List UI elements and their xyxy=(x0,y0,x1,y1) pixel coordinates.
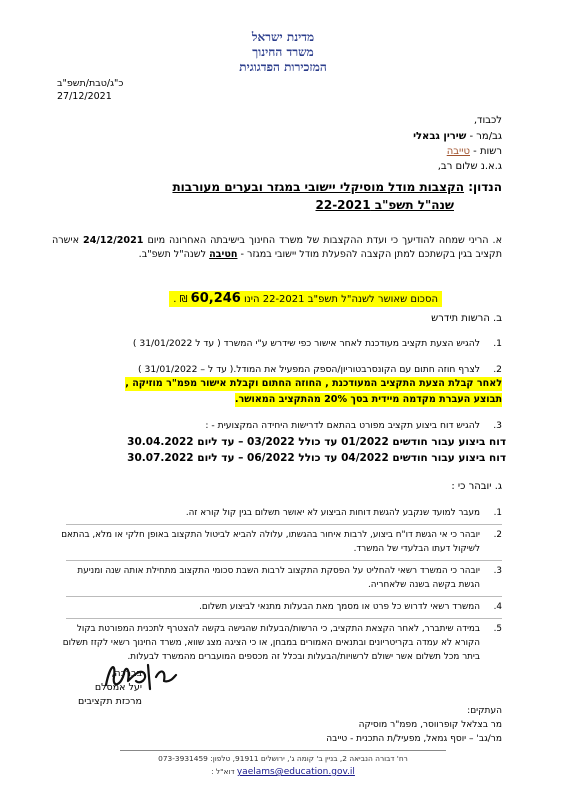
divider xyxy=(66,560,502,561)
header-ministry: משרד החינוך xyxy=(252,45,314,59)
subject-label: הנדון: xyxy=(468,180,502,194)
divider xyxy=(66,524,502,525)
signature-closing: בברכה, xyxy=(111,668,142,679)
approved-sum-text: הסכום שאושר לשנה"ל תשפ"ב 22-2021 הינו xyxy=(244,294,438,305)
section-a-letter: א. xyxy=(492,235,502,246)
recipient-authority-line xyxy=(447,146,502,157)
recipient-greeting: לכבוד, xyxy=(473,115,502,126)
header-state: מדינת ישראל xyxy=(251,30,315,44)
hebrew-date: כ"ג/טבת/תשפ"ב xyxy=(57,78,124,89)
cc-line: מר בצלאל קופרווסר, מפמ"ר מוסיקה xyxy=(358,720,502,730)
advance-condition-highlight: לאחר קבלת הצעת התקציב המעודכנת , החוזה החתום וקבלת אישור מפמ"ר מוזיקה , xyxy=(125,378,502,389)
requirement-item: 3. להגיש דוח ביצוע תקציב מפורט בהתאם לדרישות היחידה המקצועית - : xyxy=(205,420,502,431)
approved-sum xyxy=(169,291,442,307)
requirement-item: 2. לצרף חוזה חתום עם הקונסרבטוריון/הספק המפעיל את המודל.( עד ל – 31/01/2022 ) xyxy=(138,364,502,375)
committee-date: 24/12/2021 xyxy=(83,235,144,246)
clarification-item: 3. יובהר כי המשרד רשאי להחליט על הפסקת התקצוב לרבות השבת סכומי התקצוב מתחילת אותה שנה ומניעת הגשת בקשה בשנה שלאחריה. xyxy=(77,566,502,590)
footer-email[interactable]: yaelams@education.gov.il xyxy=(236,767,355,777)
approved-sum-currency: ₪ . xyxy=(173,294,188,305)
section-b-title: ב. הרשות תידרש xyxy=(431,313,502,324)
footer-divider xyxy=(120,750,446,751)
section-a-paragraph: א. הריני שמחה להודיעך כי ועדת ההקצבות של משרד החינוך בישיבתה האחרונה מיום 24/12/2021 אישרה תקציב בגין בקשתכם למתן הקצבה להפעלת מודל יישובי במגזר - חטיבה לשנה"ל תשפ"ב. xyxy=(52,235,502,260)
authority-label: רשות - xyxy=(473,146,502,157)
clarification-item: 4. המשרד רשאי לדרוש כל פרט או מסמך מאת הבעלות מתנאי לביצוע תשלום. xyxy=(199,602,502,612)
subject-year: שנה"ל תשפ"ב 22-2021 xyxy=(315,198,454,212)
salutation: ג.א.נ שלום רב, xyxy=(437,161,502,172)
report-deadline: דוח ביצוע עבור חודשים 01/2022 עד כולל 03/2022 – עד ליום 30.04.2022 xyxy=(127,436,506,448)
divider xyxy=(66,618,502,619)
report-deadline: דוח ביצוע עבור חודשים 04/2022 עד כולל 06/2022 – עד ליום 30.07.2022 xyxy=(127,452,506,464)
document-date: 27/12/2021 xyxy=(57,91,112,102)
recipient-name: שירין גבאלי xyxy=(413,131,467,142)
footer-email-label: דוא"ל : xyxy=(211,767,235,776)
header-department: המזכירות הפדגוגית xyxy=(239,60,327,74)
approved-sum-amount: 60,246 xyxy=(190,291,241,306)
clarification-item: 1. מעבר למועד שנקבע להגשת דוחות הביצוע לא יאושר תשלום בגין קול קורא זה. xyxy=(185,508,502,518)
clarification-item: 5. במידה שיתברר, לאחר הקצאת התקציב, כי הרשות/הבעלות שהגישה בקשה להצטרף לתכנית המפורטת בקול הקורא לא עמדה בקריטריונים ובתנאים האמורים במבחן, או כי הציגה מצג שווא, משרד החינוך רשאי לקזז תשלום ביתר מכל תשלום אשר ישולם לרשויות/הבעלות ובכלל זה מכספים המועברים מהמשרד לבעלות. xyxy=(62,624,502,662)
signatory-role: מרכזת תקציבים xyxy=(77,696,142,707)
cc-line: מר/גב' – יוסף גמאל, מפעיל/ת התכנית - טייבה xyxy=(326,734,502,744)
footer-email-line xyxy=(0,767,566,777)
subject-line xyxy=(172,180,502,194)
recipient-prefix: גב/מר - xyxy=(469,131,502,142)
section-a-authority: חטיבה xyxy=(209,249,238,260)
requirement-item: 1. להגיש הצעת תקציב מעודכנת לאחר אישור כפי שידרש ע"י המשרד ( עד ל 31/01/2022 ) xyxy=(132,338,502,349)
recipient-name-line xyxy=(413,131,502,142)
cc-title: העתקים: xyxy=(467,706,502,716)
authority-name: טייבה xyxy=(446,146,470,157)
section-c-title: ג. יובהר כי : xyxy=(451,481,502,492)
signatory-name: יעל אמסלם xyxy=(94,682,142,693)
subject-title: הקצבות מודל מוסיקלי יישובי במגזר ובערים מעורבות xyxy=(172,180,465,194)
divider xyxy=(66,596,502,597)
advance-payment-highlight: תבוצע העברת מקדמה מיידית בסך 20% מהתקציב המאושר. xyxy=(234,394,502,405)
clarification-item: 2. יובהר כי אי הגשת דו"ח ביצוע, לרבות איחור בהגשתו, עלולה להביא לביטול התקצוב באופן חלקי או מלא, בהתאם לשיקול דעתו הבלעדי של המשרד. xyxy=(61,530,502,554)
footer-address: רח' דבורה הנביאה 2, בניין ב' קומה ג', ירושלים 91911, טלפון: 073-3931459 xyxy=(158,754,408,763)
